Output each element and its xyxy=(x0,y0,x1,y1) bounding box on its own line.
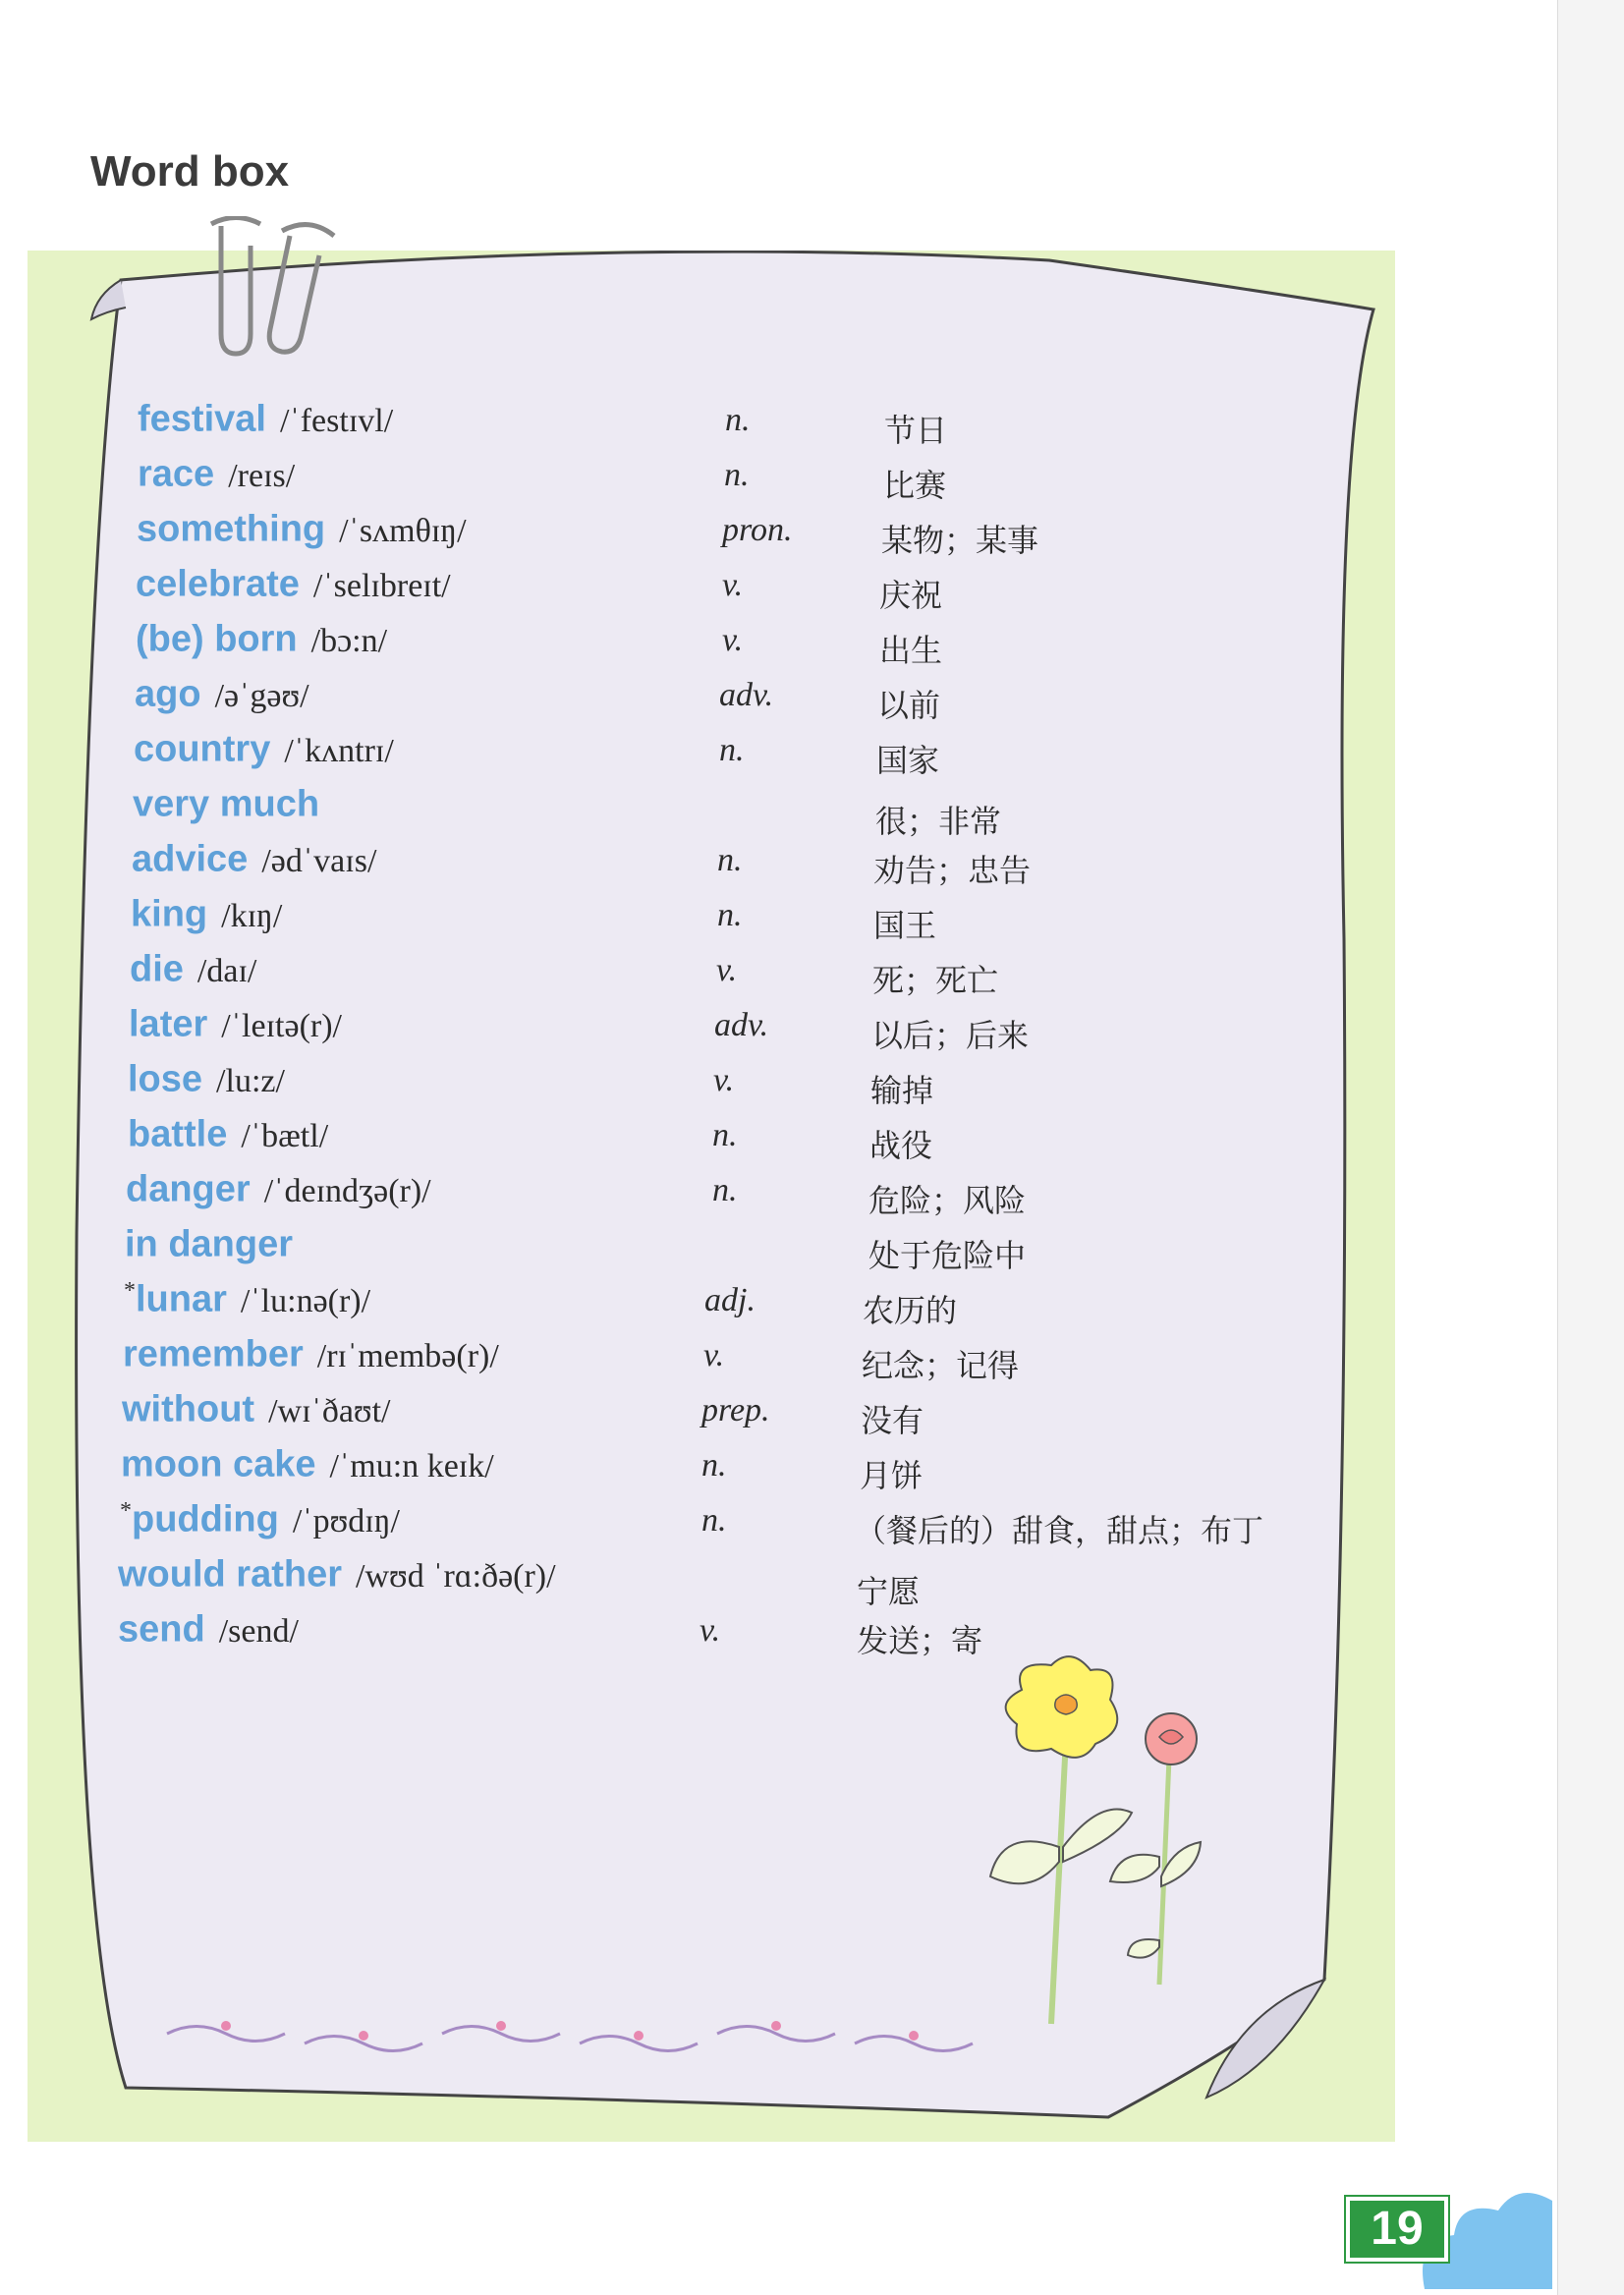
entry-word: danger /ˈdeɪndʒə(r)/ xyxy=(126,1168,431,1210)
entry-pos: pron. xyxy=(722,512,793,548)
entry-pos: v. xyxy=(713,1062,735,1098)
entry-pos: n. xyxy=(725,402,751,438)
list-item xyxy=(130,948,1407,999)
list-item xyxy=(125,1223,1402,1274)
list-item xyxy=(133,783,1410,840)
entry-pos: v. xyxy=(703,1337,725,1373)
list-item xyxy=(121,1443,1398,1494)
entry-phonetic: /ˈsʌmθɪŋ/ xyxy=(339,512,467,549)
entry-meaning: 国王 xyxy=(873,907,937,944)
entry-phonetic: /ˈleɪtə(r)/ xyxy=(221,1007,342,1044)
entry-meaning: （餐后的）甜食，甜点；布丁 xyxy=(855,1512,1264,1549)
entry-word: moon cake /ˈmu:n keɪk/ xyxy=(121,1443,494,1485)
entry-meaning: 很；非常 xyxy=(875,803,1002,840)
entry-phonetic: /lu:z/ xyxy=(216,1062,285,1099)
entry-pos: adv. xyxy=(714,1007,769,1043)
entry-phonetic: /ˈselɪbreɪt/ xyxy=(312,567,451,604)
entry-pos: n. xyxy=(717,897,743,933)
list-item xyxy=(135,673,1412,724)
entry-meaning: 没有 xyxy=(861,1402,924,1439)
entry-phonetic: /send/ xyxy=(218,1612,299,1650)
entry-phonetic: /kɪŋ/ xyxy=(221,897,283,934)
page-edge xyxy=(1557,0,1624,2295)
list-item xyxy=(137,508,1414,559)
entry-meaning: 战役 xyxy=(869,1127,933,1164)
entry-meaning: 劝告；忠告 xyxy=(873,852,1032,889)
entry-phonetic: /wʊd ˈrɑ:ðə(r)/ xyxy=(356,1557,556,1595)
entry-meaning: 死；死亡 xyxy=(872,962,999,999)
entry-meaning: 以前 xyxy=(877,687,941,724)
entry-phonetic: /ˈkʌntrɪ/ xyxy=(284,732,394,769)
entry-pos: v. xyxy=(722,567,744,603)
entry-word: advice /ədˈvaɪs/ xyxy=(132,838,377,880)
entry-word: king /kɪŋ/ xyxy=(131,893,283,935)
entry-word: remember /rɪˈmembə(r)/ xyxy=(123,1333,499,1375)
list-item xyxy=(122,1388,1399,1439)
list-item xyxy=(131,893,1408,944)
entry-pos: n. xyxy=(701,1447,727,1483)
list-item xyxy=(120,1498,1397,1549)
list-item xyxy=(126,1168,1403,1219)
entry-phonetic: /ˈpʊdɪŋ/ xyxy=(292,1502,400,1539)
entry-meaning: 宁愿 xyxy=(857,1573,921,1610)
list-item xyxy=(128,1113,1405,1164)
list-item xyxy=(138,398,1415,449)
entry-pos: n. xyxy=(719,732,745,768)
list-item xyxy=(128,1058,1405,1109)
flower-illustration xyxy=(973,1651,1267,2043)
entry-word: country /ˈkʌntrɪ/ xyxy=(134,728,394,770)
entry-phonetic: /bɔ:n/ xyxy=(310,622,388,659)
entry-meaning: 农历的 xyxy=(863,1292,958,1329)
list-item xyxy=(123,1333,1400,1384)
entry-phonetic: /ədˈvaɪs/ xyxy=(261,842,377,879)
entry-word: very much xyxy=(133,783,320,825)
entry-phonetic: /rɪˈmembə(r)/ xyxy=(316,1337,499,1374)
entry-phonetic: /ˈlu:nə(r)/ xyxy=(240,1282,371,1319)
page-title: Word box xyxy=(90,147,290,196)
entry-pos: adv. xyxy=(719,677,774,713)
entry-meaning: 庆祝 xyxy=(879,577,943,614)
entry-meaning: 纪念；记得 xyxy=(862,1347,1020,1384)
entry-word: die /daɪ/ xyxy=(130,948,257,990)
entry-meaning: 节日 xyxy=(884,412,948,449)
entry-word: ago /əˈgəʊ/ xyxy=(135,673,309,715)
page-number: 19 xyxy=(1346,2197,1448,2262)
entry-word: send /send/ xyxy=(118,1608,299,1651)
list-item xyxy=(118,1553,1395,1610)
entry-meaning: 月饼 xyxy=(860,1457,924,1494)
decorative-border xyxy=(157,2004,992,2063)
entry-word: lose /lu:z/ xyxy=(128,1058,285,1100)
entry-word: festival /ˈfestɪvl/ xyxy=(138,398,394,440)
entry-word: battle /ˈbætl/ xyxy=(128,1113,329,1155)
list-item xyxy=(138,453,1415,504)
entry-word: (be) born /bɔ:n/ xyxy=(136,618,388,660)
entry-pos: n. xyxy=(701,1502,727,1539)
entry-meaning: 危险；风险 xyxy=(868,1182,1027,1219)
entry-word: *lunar /ˈlu:nə(r)/ xyxy=(124,1278,371,1320)
list-item xyxy=(136,618,1413,669)
entry-pos: n. xyxy=(712,1117,738,1153)
entry-meaning: 以后；后来 xyxy=(871,1017,1030,1054)
list-item xyxy=(124,1278,1401,1329)
entry-meaning: 某物；某事 xyxy=(881,522,1039,559)
entry-meaning: 比赛 xyxy=(883,467,947,504)
entry-phonetic: /wɪˈðaʊt/ xyxy=(268,1392,391,1429)
entry-pos: n. xyxy=(717,842,743,878)
entry-pos: adj. xyxy=(704,1282,756,1318)
entry-pos: v. xyxy=(722,622,744,658)
entry-word: in danger xyxy=(125,1223,294,1265)
entry-word: celebrate /ˈselɪbreɪt/ xyxy=(136,563,451,605)
list-item xyxy=(129,1003,1406,1054)
entry-phonetic: /ˈmu:n keɪk/ xyxy=(329,1447,494,1484)
entry-phonetic: /əˈgəʊ/ xyxy=(214,677,309,714)
entry-word: without /wɪˈðaʊt/ xyxy=(122,1388,391,1430)
entry-meaning: 输掉 xyxy=(870,1072,934,1109)
list-item xyxy=(136,563,1413,614)
entry-phonetic: /reɪs/ xyxy=(228,457,296,494)
entry-pos: prep. xyxy=(701,1392,770,1428)
entry-word: would rather /wʊd ˈrɑ:ðə(r)/ xyxy=(118,1553,556,1595)
list-item xyxy=(132,838,1409,889)
entry-meaning: 发送；寄 xyxy=(857,1622,983,1659)
entry-phonetic: /ˈdeɪndʒə(r)/ xyxy=(263,1172,431,1209)
entry-meaning: 处于危险中 xyxy=(868,1237,1027,1274)
entry-pos: v. xyxy=(700,1612,721,1649)
entry-phonetic: /daɪ/ xyxy=(196,952,257,989)
entry-pos: n. xyxy=(712,1172,738,1208)
entry-word: later /ˈleɪtə(r)/ xyxy=(129,1003,342,1045)
entry-phonetic: /ˈbætl/ xyxy=(241,1117,329,1154)
entry-meaning: 国家 xyxy=(876,742,940,779)
entry-meaning: 出生 xyxy=(879,632,943,669)
entry-pos: v. xyxy=(716,952,738,988)
list-item xyxy=(134,728,1411,779)
entry-word: *pudding /ˈpʊdɪŋ/ xyxy=(120,1498,400,1540)
entry-word: race /reɪs/ xyxy=(138,453,296,495)
entry-word: something /ˈsʌmθɪŋ/ xyxy=(137,508,467,550)
entry-pos: n. xyxy=(724,457,750,493)
entry-phonetic: /ˈfestɪvl/ xyxy=(279,402,394,439)
